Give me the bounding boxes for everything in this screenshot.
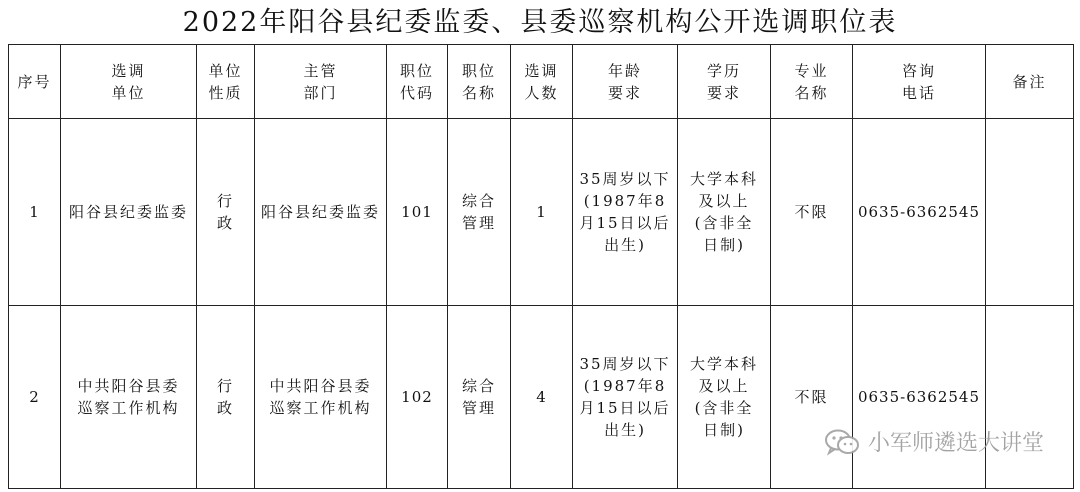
header-unit: 选调 单位 [61, 45, 197, 119]
row-count: 1 [511, 119, 573, 306]
header-dept: 主管 部门 [255, 45, 387, 119]
row-code: 101 [387, 119, 448, 306]
page-title: 2022年阳谷县纪委监委、县委巡察机构公开选调职位表 [182, 7, 898, 38]
row-count: 4 [511, 306, 573, 489]
row-nature: 行 政 [197, 119, 255, 306]
row-edu: 大学本科 及以上 (含非全 日制) [678, 119, 771, 306]
header-nature: 单位 性质 [197, 45, 255, 119]
row-index: 2 [9, 306, 61, 489]
wechat-icon [824, 428, 860, 456]
row-nature: 行 政 [197, 306, 255, 489]
header-row [9, 45, 1074, 119]
table-row [9, 119, 1074, 306]
header-code: 职位 代码 [387, 45, 448, 119]
row-code: 102 [387, 306, 448, 489]
header-count: 选调 人数 [511, 45, 573, 119]
row-unit: 中共阳谷县委 巡察工作机构 [61, 306, 197, 489]
header-major: 专业 名称 [771, 45, 853, 119]
table-row [9, 306, 1074, 489]
row-phone: 0635-6362545 [853, 306, 986, 489]
header-remark: 备注 [986, 45, 1074, 119]
row-age: 35周岁以下 (1987年8 月15日以后 出生) [573, 119, 678, 306]
watermark [824, 426, 1044, 457]
watermark-text: 小军师遴选大讲堂 [867, 431, 1044, 456]
row-index: 1 [9, 119, 61, 306]
row-unit: 阳谷县纪委监委 [61, 119, 197, 306]
row-edu: 大学本科 及以上 (含非全 日制) [678, 306, 771, 489]
row-position: 综合 管理 [448, 119, 511, 306]
row-dept: 阳谷县纪委监委 [255, 119, 387, 306]
header-edu: 学历 要求 [678, 45, 771, 119]
row-position: 综合 管理 [448, 306, 511, 489]
header-index: 序号 [9, 45, 61, 119]
row-major: 不限 [771, 119, 853, 306]
row-phone: 0635-6362545 [853, 119, 986, 306]
header-phone: 咨询 电话 [853, 45, 986, 119]
row-age: 35周岁以下 (1987年8 月15日以后 出生) [573, 306, 678, 489]
row-remark [986, 119, 1074, 306]
row-major: 不限 [771, 306, 853, 489]
row-remark [986, 306, 1074, 489]
header-age: 年龄 要求 [573, 45, 678, 119]
row-dept: 中共阳谷县委 巡察工作机构 [255, 306, 387, 489]
header-position: 职位 名称 [448, 45, 511, 119]
position-table [8, 44, 1074, 489]
